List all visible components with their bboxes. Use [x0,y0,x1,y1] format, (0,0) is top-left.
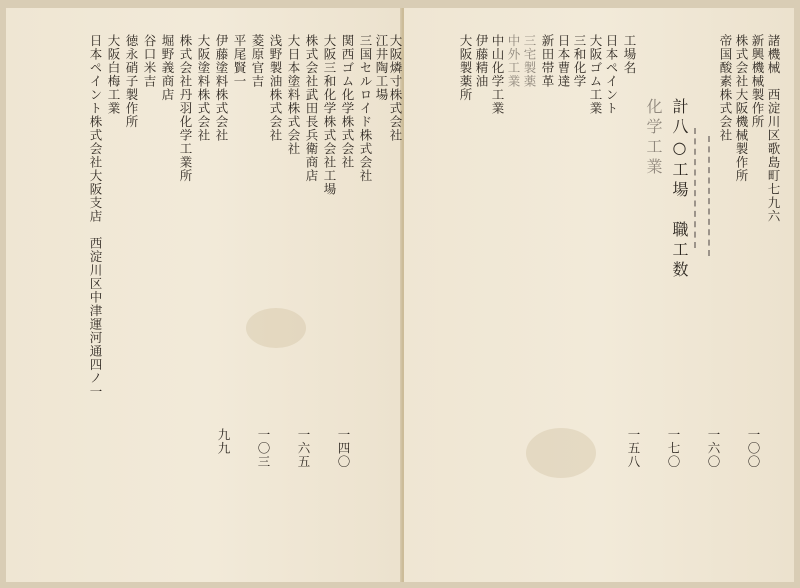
left-col-6: 株式会社丹羽化学工業所 [178,34,193,183]
right-col-13: 三宅製薬 [522,34,537,88]
paper-stain [526,428,596,478]
left-col-9: 平尾賢一 [232,34,247,88]
right-col-8: 日本ペイント [604,34,619,115]
right-col-14: 中外工業 [506,34,521,88]
document-spread [6,8,794,582]
right-col-7: 工場名 [622,34,637,75]
left-col-2: 大阪白梅工業 [106,34,121,115]
left-col-12: 大日本塗料株式会社 [286,34,301,156]
right-col-10: 三和化学 [572,34,587,88]
right-col-12: 新田帯革 [540,34,555,88]
number-6: 一六五 [296,428,311,469]
left-col-17: 江井陶工場 [374,34,389,102]
left-col-3: 徳永硝子製作所 [124,34,139,129]
right-col-4: 帝国酸素株式会社 [718,34,733,142]
right-col-2: 新興機械製作所 [750,34,765,129]
decorative-chain-line [708,136,718,256]
left-col-18: 大阪燐寸株式会社 [388,34,403,142]
right-col-3: 株式会社大阪機械製作所 [734,34,749,183]
left-col-10: 菱原官吉 [250,34,265,88]
left-col-15: 関西ゴム化学株式会社 [340,34,355,169]
left-col-5: 堀野義商店 [160,34,175,102]
right-col-17: 大阪製薬所 [458,34,473,102]
number-8: 九九 [216,428,231,455]
left-col-16: 三国セルロイド株式会社 [358,34,373,183]
number-4: 一五八 [626,428,641,469]
left-col-13: 株式会社武田長兵衛商店 [304,34,319,183]
number-5: 一四〇 [336,428,351,469]
total-factories-heading: 計八○工場 職工数 [670,98,689,281]
left-col-11: 浅野製油株式会社 [268,34,283,142]
left-col-4: 谷口米吉 [142,34,157,88]
number-7: 一〇三 [256,428,271,469]
number-3: 一七〇 [666,428,681,469]
number-1: 一〇〇 [746,428,761,469]
left-col-1: 日本ペイント株式会社大阪支店 西淀川区中津運河通四ノ一 [88,34,103,399]
decorative-chain-line [694,128,704,248]
right-col-11: 日本曹達 [556,34,571,88]
right-col-16: 伊藤精油 [474,34,489,88]
section-heading: 化学工業 [644,98,663,178]
right-col-9: 大阪ゴム工業 [588,34,603,115]
paper-stain [246,308,306,348]
right-col-15: 中山化学工業 [490,34,505,115]
left-col-7: 大阪塗料株式会社 [196,34,211,142]
right-col-1: 諸機械 西淀川区歌島町七九六 [766,34,781,223]
left-col-14: 大阪三和化学株式会社工場 [322,34,337,196]
number-2: 一六〇 [706,428,721,469]
left-col-8: 伊藤塗料株式会社 [214,34,229,142]
